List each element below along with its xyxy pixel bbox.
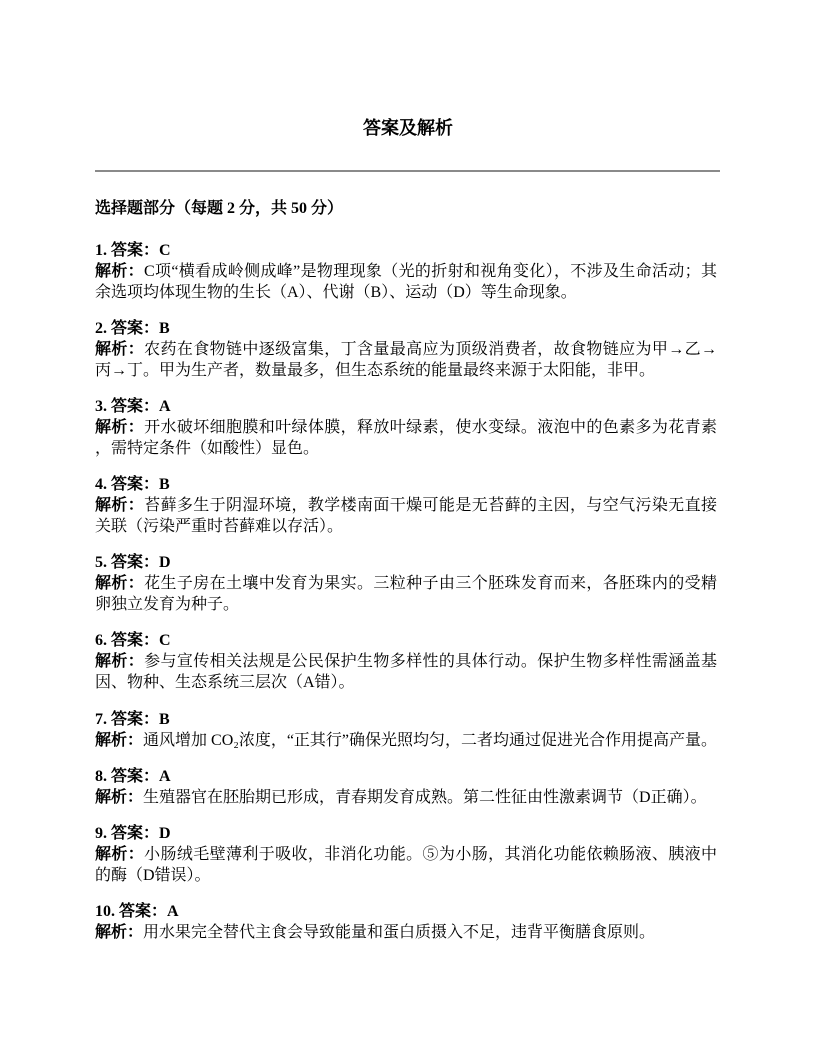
explanation-line (95, 922, 717, 943)
answer-content (95, 198, 717, 959)
answer-label: 答案： (119, 903, 168, 921)
explanation (95, 844, 717, 886)
explanation-text: 苔藓多生于阴湿环境，教学楼南面干燥可能是无苔藓的主因，与空气污染无直接 (144, 497, 717, 515)
answer-label: 答案： (111, 554, 160, 572)
explanation-label: 解析： (95, 497, 145, 515)
answer-value: B (159, 319, 170, 337)
explanation-text: 小肠绒毛壁薄利于吸收，非消化功能。⑤为小肠，其消化功能依赖肠液、胰液中 (144, 846, 717, 863)
explanation (95, 261, 717, 303)
question-number: 8. (95, 767, 107, 785)
explanation-line (95, 360, 717, 381)
question-number: 2. (95, 319, 107, 337)
explanation (95, 495, 717, 537)
explanation-line (95, 594, 717, 615)
explanation-text: 生殖器官在胚胎期已形成，青春期发育成熟。第二性征由性激素调节（D正确）。 (143, 788, 707, 806)
explanation (95, 417, 717, 459)
explanation (95, 730, 717, 751)
answer-label: 答案： (111, 767, 160, 785)
explanation-line (95, 495, 717, 516)
explanation-label: 解析： (95, 575, 145, 593)
explanation-line (95, 865, 717, 886)
answer-line (95, 823, 717, 844)
answer-item-9 (95, 823, 717, 886)
answer-value: B (159, 710, 170, 728)
question-number: 9. (95, 825, 107, 842)
answer-value: B (159, 476, 170, 494)
question-number: 7. (95, 710, 107, 728)
explanation (95, 787, 717, 808)
answer-item-10 (95, 901, 717, 943)
answer-label: 答案： (111, 476, 160, 494)
answer-value: D (159, 554, 171, 572)
explanation-text: 因、物种、生态系统三层次（A错）。 (95, 674, 355, 692)
explanation-text: 花生子房在土壤中发育为果实。三粒种子由三个胚珠发育而来，各胚珠内的受精 (144, 575, 717, 593)
explanation-line (95, 339, 717, 360)
answer-item-4 (95, 474, 717, 537)
answer-value: D (159, 825, 171, 842)
question-number: 6. (95, 632, 107, 650)
answer-line (95, 396, 717, 417)
explanation-label: 解析： (95, 340, 145, 358)
answer-item-1 (95, 240, 717, 303)
answer-label: 答案： (111, 825, 160, 842)
answer-label: 答案： (111, 241, 160, 259)
explanation-label: 解析： (95, 924, 144, 942)
question-number: 10. (95, 903, 115, 921)
explanation-label: 解析： (95, 418, 145, 436)
answer-line (95, 318, 717, 339)
explanation-text: 农药在食物链中逐级富集，丁含量最高应为顶级消费者，故食物链应为甲→乙→ (144, 340, 717, 358)
question-number: 1. (95, 241, 107, 259)
answer-item-2 (95, 318, 717, 381)
explanation-text: 卵独立发育为种子。 (95, 596, 240, 614)
answer-line (95, 552, 717, 573)
answer-item-6 (95, 630, 717, 693)
answer-line (95, 709, 717, 730)
explanation-label: 解析： (95, 653, 145, 671)
explanation-label: 解析： (95, 262, 145, 280)
answer-label: 答案： (111, 710, 160, 728)
explanation-line (95, 730, 717, 751)
question-number: 3. (95, 397, 107, 415)
answer-line (95, 630, 717, 651)
explanation-label: 解析： (95, 788, 144, 806)
explanation (95, 339, 717, 381)
answer-value: A (159, 767, 171, 785)
explanation-text: 关联（污染严重时苔藓难以存活）。 (95, 518, 344, 536)
answer-label: 答案： (111, 632, 160, 650)
answer-label: 答案： (111, 397, 160, 415)
explanation-line (95, 651, 717, 672)
explanation-line (95, 261, 717, 282)
answer-value: C (159, 632, 171, 650)
answer-label: 答案： (111, 319, 160, 337)
answer-line (95, 901, 717, 922)
explanation-line (95, 672, 717, 693)
explanation-line (95, 573, 717, 594)
explanation (95, 922, 717, 943)
title-divider (95, 170, 720, 172)
question-number: 4. (95, 476, 107, 494)
explanation-text: 余选项均体现生物的生长（A）、代谢（B）、运动（D）等生命现象。 (95, 283, 577, 301)
answer-item-7 (95, 709, 717, 751)
explanation (95, 651, 717, 693)
answer-line (95, 474, 717, 495)
explanation-text: 的酶（D错误）。 (95, 867, 211, 884)
explanation-line (95, 438, 717, 459)
section-heading: 选择题部分（每题 2 分，共 50 分） (95, 199, 344, 217)
explanation-line (95, 844, 717, 865)
explanation-text: 通风增加 CO₂浓度，“正其行”确保光照均匀，二者均通过促进光合作用提高产量。 (143, 731, 718, 749)
explanation-label: 解析： (95, 846, 145, 863)
explanation-text: 开水破坏细胞膜和叶绿体膜，释放叶绿素，使水变绿。液泡中的色素多为花青素 (144, 418, 717, 436)
answer-line (95, 240, 717, 261)
answer-item-5 (95, 552, 717, 615)
explanation (95, 573, 717, 615)
answer-item-8 (95, 766, 717, 808)
explanation-text: 用水果完全替代主食会导致能量和蛋白质摄入不足，违背平衡膳食原则。 (143, 924, 656, 942)
explanation-line (95, 282, 717, 303)
answer-item-3 (95, 396, 717, 459)
page-title: 答案及解析 (363, 118, 453, 138)
explanation-line (95, 787, 717, 808)
explanation-label: 解析： (95, 731, 144, 749)
question-number: 5. (95, 554, 107, 572)
answer-value: A (167, 903, 179, 921)
answer-value: C (159, 241, 171, 259)
answer-line (95, 766, 717, 787)
explanation-text: C项“横看成岭侧成峰”是物理现象（光的折射和视角变化），不涉及生命活动；其 (144, 262, 717, 280)
answer-value: A (159, 397, 171, 415)
explanation-line (95, 516, 717, 537)
explanation-line (95, 417, 717, 438)
explanation-text: 参与宣传相关法规是公民保护生物多样性的具体行动。保护生物多样性需涵盖基 (144, 653, 717, 671)
explanation-text: 丙→丁。甲为生产者，数量最多，但生态系统的能量最终来源于太阳能，非甲。 (95, 361, 656, 379)
explanation-text: ，需特定条件（如酸性）显色。 (95, 439, 320, 457)
